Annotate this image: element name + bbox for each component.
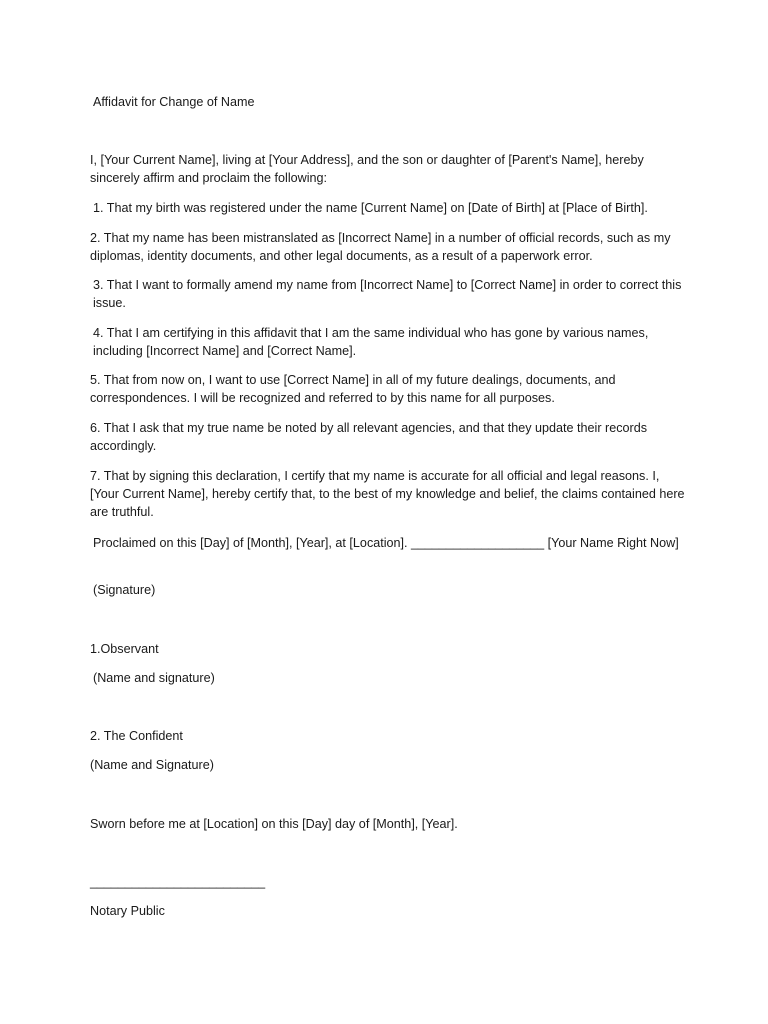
document-title: Affidavit for Change of Name [93, 95, 255, 109]
clause-7: 7. That by signing this declaration, I certify that my name is accurate for all official and legal reasons. I, [Your Current Name], hereby certify that, to the best of my knowledge and belief, the claims contained here are truthful. [90, 469, 685, 519]
clause-4: 4. That I am certifying in this affidavit that I am the same individual who has gone by various names, including [Incorrect Name] and [Correct Name]. [93, 326, 649, 358]
clause-3: 3. That I want to formally amend my name from [Incorrect Name] to [Correct Name] in order to correct this issue. [93, 278, 682, 310]
intro-paragraph: I, [Your Current Name], living at [Your Address], and the son or daughter of [Parent's Name], hereby sincerely affirm and proclaim the following: [90, 153, 644, 185]
signature-label: (Signature) [93, 583, 156, 597]
witness-2-title: 2. The Confident [90, 729, 183, 743]
sworn-statement: Sworn before me at [Location] on this [Day] day of [Month], [Year]. [90, 817, 458, 831]
clause-5: 5. That from now on, I want to use [Correct Name] in all of my future dealings, documents, and correspondences. I will be recognized and referred to by this name for all purposes. [90, 373, 616, 405]
clause-6: 6. That I ask that my true name be noted by all relevant agencies, and that they update their records accordingly. [90, 421, 648, 453]
clause-2: 2. That my name has been mistranslated as [Incorrect Name] in a number of official records, such as my diplomas, identity documents, and other legal documents, as a result of a paperwork error. [90, 231, 671, 263]
proclamation-line: Proclaimed on this [Day] of [Month], [Year], at [Location]. ___________________ [Your Name Right Now] [93, 536, 679, 550]
witness-2-signature-label: (Name and Signature) [90, 758, 214, 772]
witness-1-title: 1.Observant [90, 642, 159, 656]
notary-public-label: Notary Public [90, 904, 165, 918]
notary-signature-line: _________________________ [90, 875, 266, 889]
clause-1: 1. That my birth was registered under the name [Current Name] on [Date of Birth] at [Place of Birth]. [93, 201, 648, 215]
witness-1-signature-label: (Name and signature) [93, 671, 215, 685]
